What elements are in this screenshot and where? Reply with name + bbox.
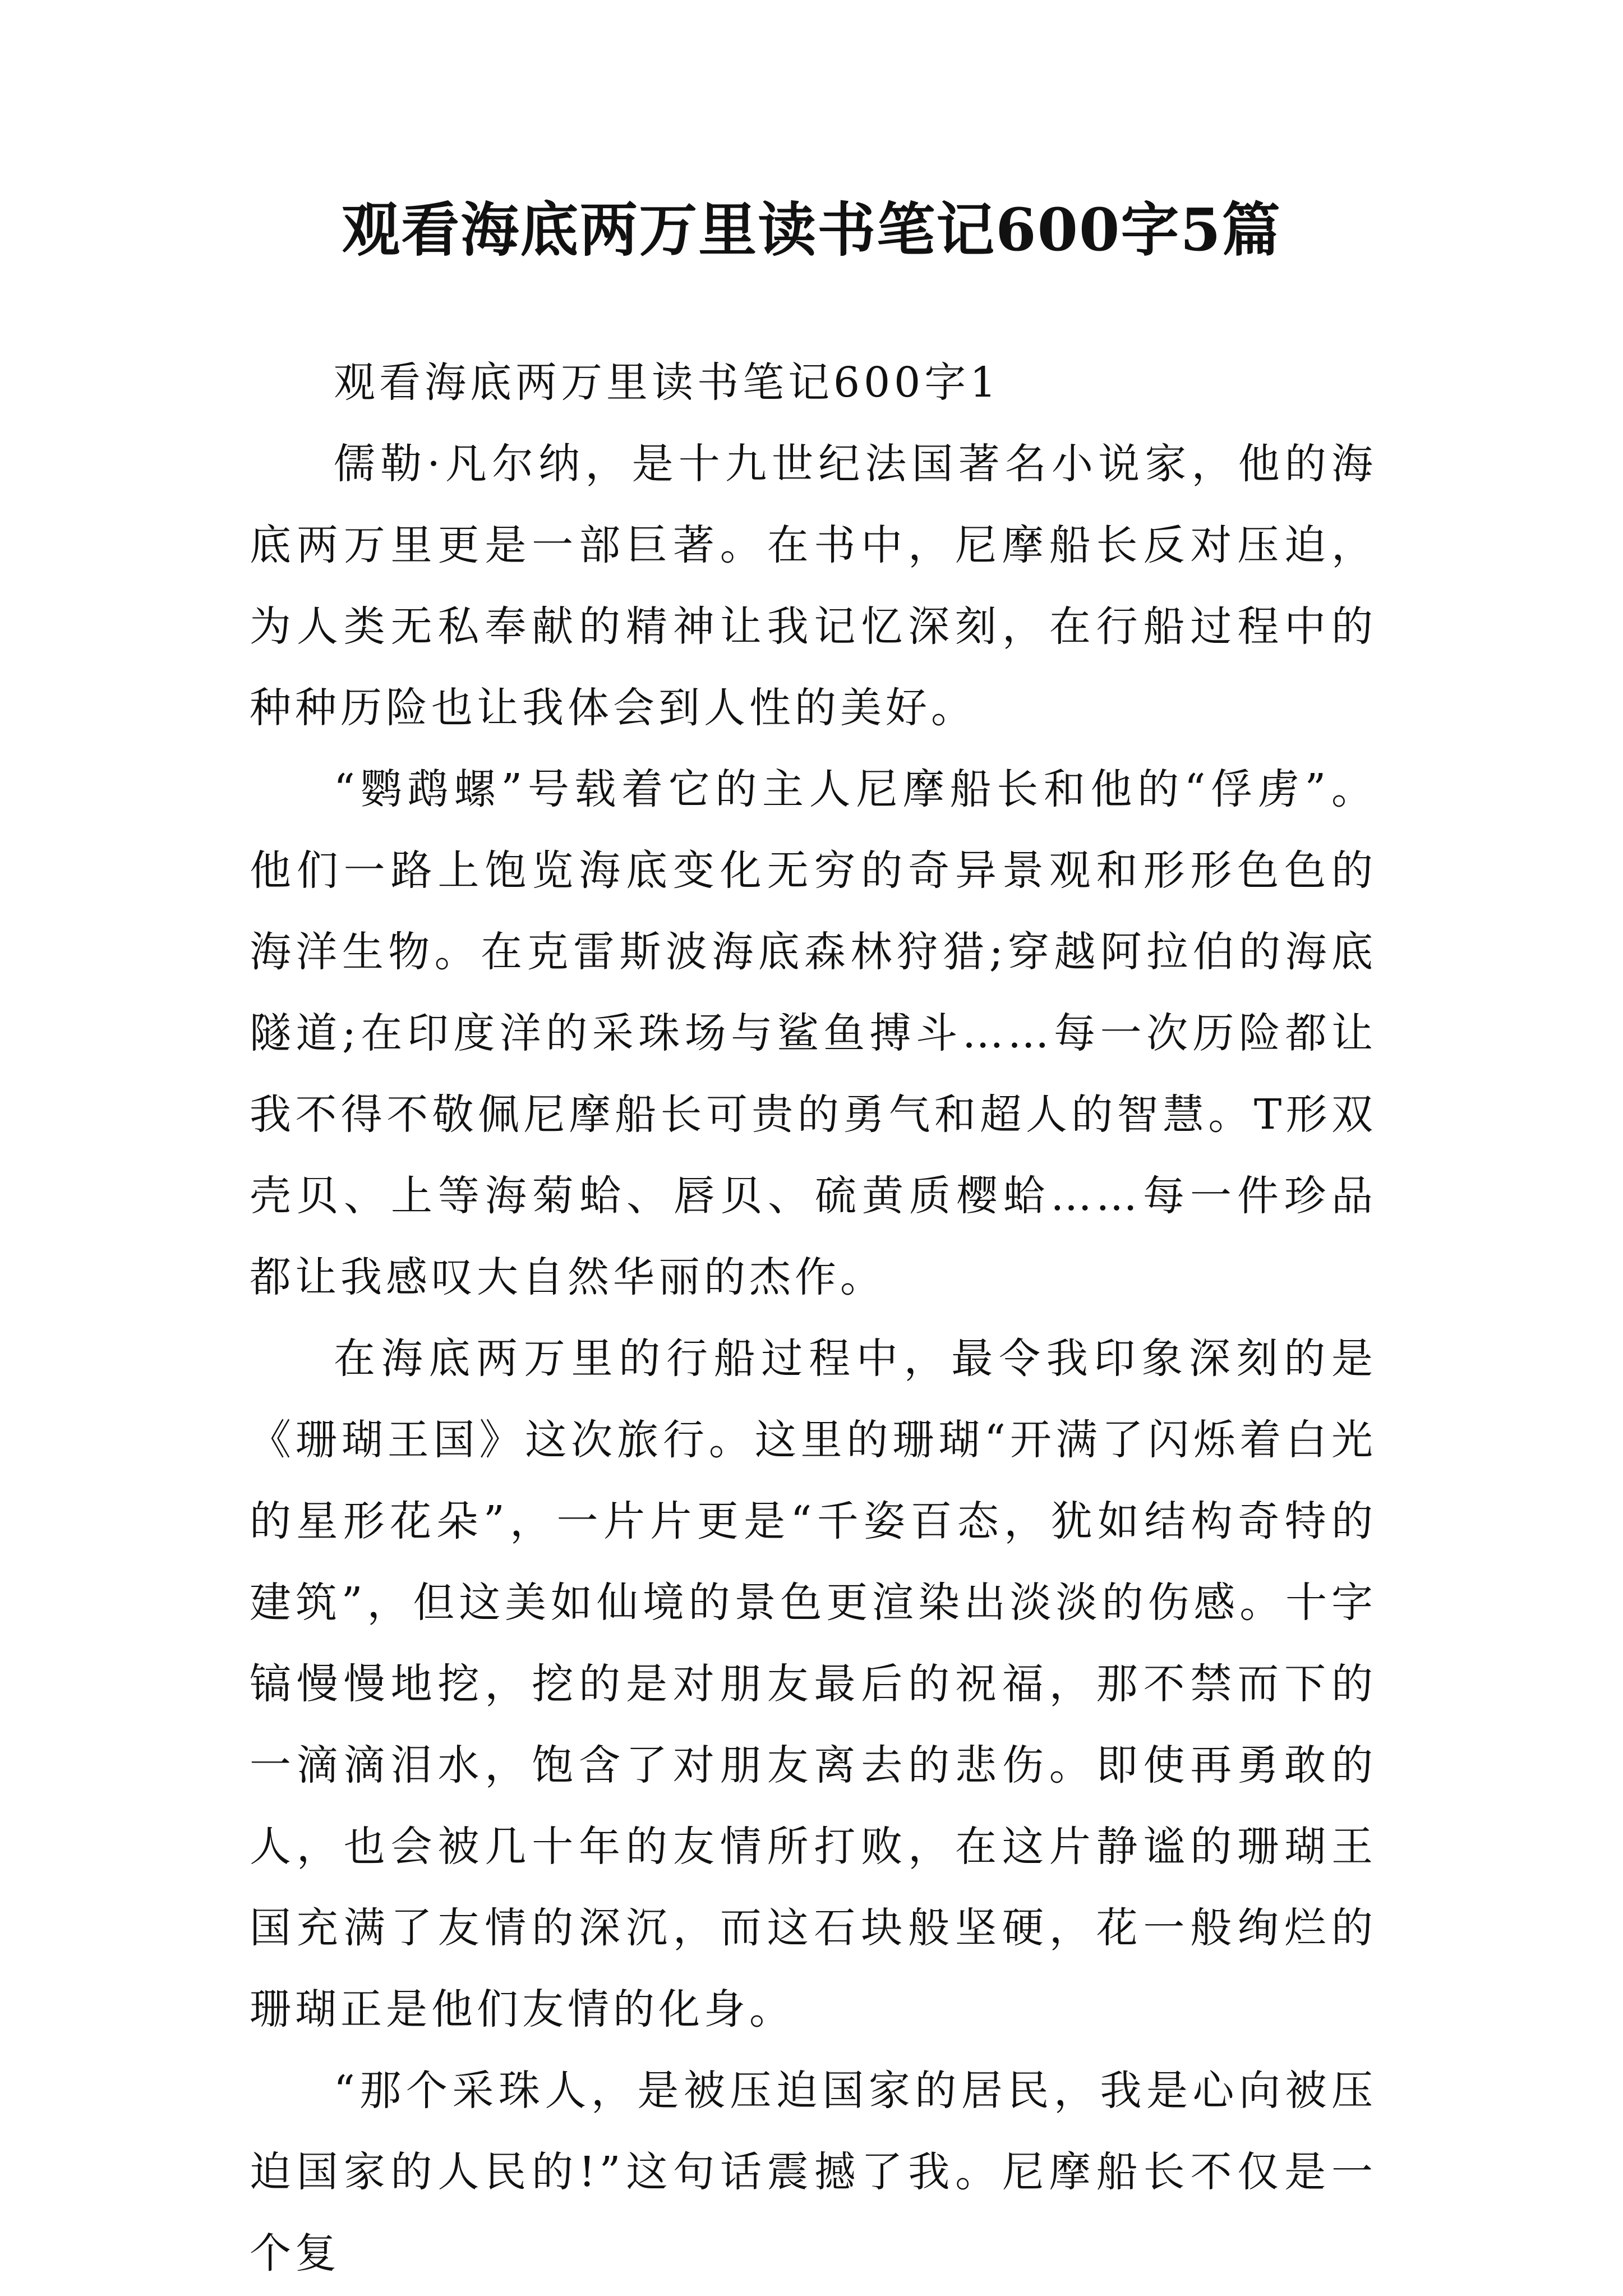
document-body — [250, 342, 1377, 2294]
paragraph-1: 儒勒·凡尔纳，是十九世纪法国著名小说家，他的海底两万里更是一部巨著。在书中，尼摩船长反对压迫，为人类无私奉献的精神让我记忆深刻，在行船过程中的种种历险也让我体会到人性的美好。 — [250, 440, 1377, 732]
paragraph-4: “那个采珠人，是被压迫国家的居民，我是心向被压迫国家的人民的!”这句话震撼了我。尼摩船长不仅是一个复 — [250, 2067, 1377, 2277]
paragraph-3: 在海底两万里的行船过程中，最令我印象深刻的是《珊瑚王国》这次旅行。这里的珊瑚“开满了闪烁着白光的星形花朵”，一片片更是“千姿百态，犹如结构奇特的建筑”，但这美如仙境的景色更渲染出淡淡的伤感。十字镐慢慢地挖，挖的是对朋友最后的祝福，那不禁而下的一滴滴泪水，饱含了对朋友离去的悲伤。即使再勇敢的人，也会被几十年的友情所打败，在这片静谧的珊瑚王国充满了友情的深沉，而这石块般坚硬，花一般绚烂的珊瑚正是他们友情的化身。 — [250, 1335, 1377, 2033]
paragraph-2: “鹦鹉螺”号载着它的主人尼摩船长和他的“俘虏”。他们一路上饱览海底变化无穷的奇异景观和形形色色的海洋生物。在克雷斯波海底森林狩猎;穿越阿拉伯的海底隧道;在印度洋的采珠场与鲨鱼搏斗……每一次历险都让我不得不敬佩尼摩船长可贵的勇气和超人的智慧。T形双壳贝、上等海菊蛤、唇贝、硫黄质樱蛤……每一件珍品都让我感叹大自然华丽的杰作。 — [250, 765, 1377, 1301]
section-heading: 观看海底两万里读书笔记600字1 — [334, 358, 1000, 407]
document-title: 观看海底两万里读书笔记600字5篇 — [342, 195, 1281, 264]
